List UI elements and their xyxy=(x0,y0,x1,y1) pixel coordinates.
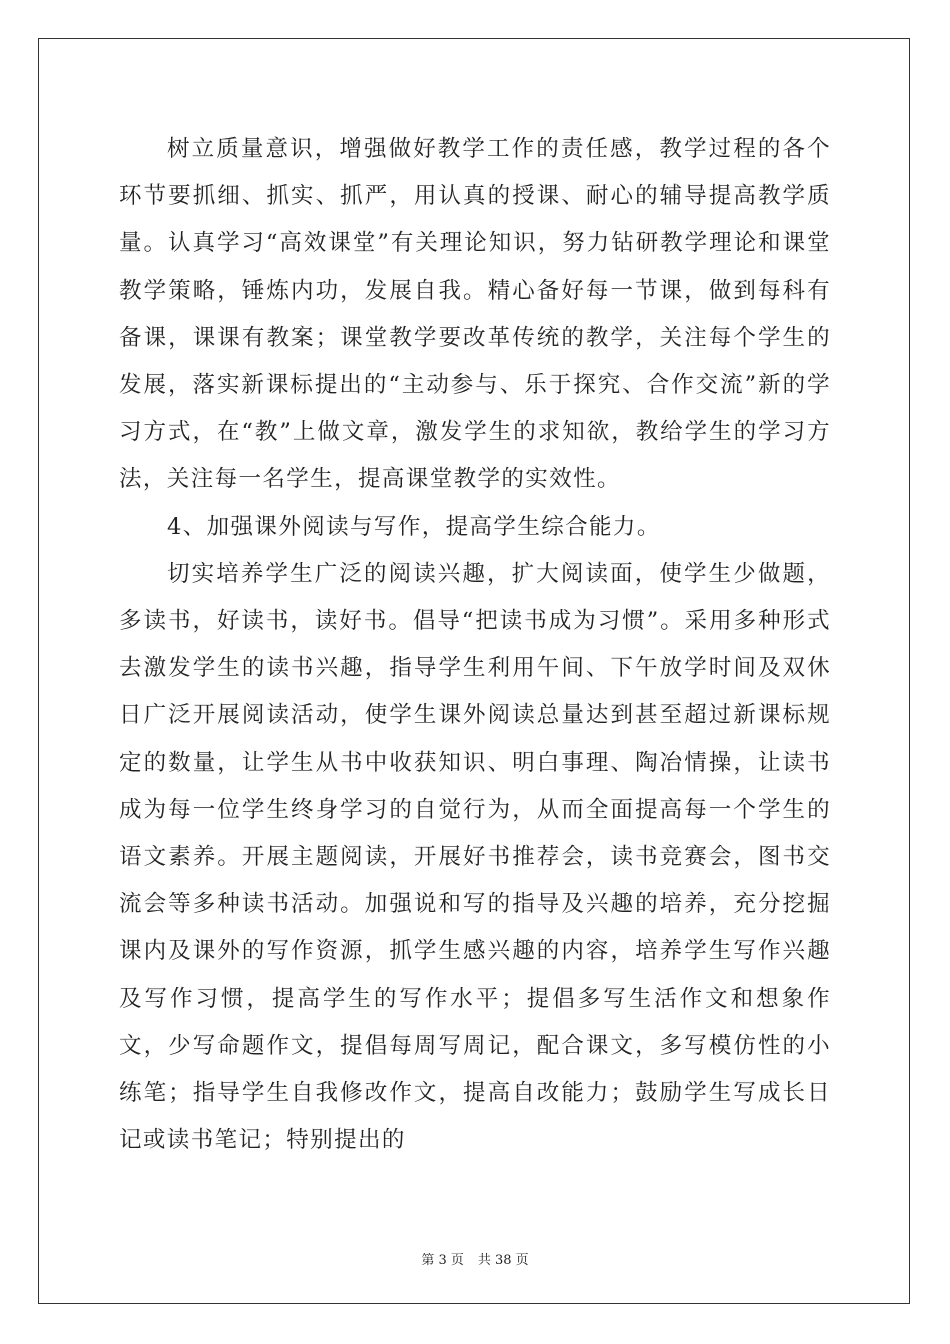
paragraph-quality: 树立质量意识，增强做好教学工作的责任感，教学过程的各个环节要抓细、抓实、抓严，用认真的授课、耐心的辅导提高教学质量。认真学习“高效课堂”有关理论知识，努力钻研教学理论和课堂教学策略，锤炼内功，发展自我。精心备好每一节课，做到每科有备课，课课有教案；课堂教学要改革传统的教学，关注每个学生的发展，落实新课标提出的“主动参与、乐于探究、合作交流”新的学习方式，在“教”上做文章，激发学生的求知欲，教给学生的学习方法，关注每一名学生，提高课堂教学的实效性。 xyxy=(119,136,831,493)
page-total: 共 38 页 xyxy=(477,1253,529,1268)
page-number: 第 3 页 xyxy=(421,1253,464,1268)
page-footer xyxy=(0,1249,950,1268)
document-body xyxy=(119,126,831,1164)
paragraph-reading: 切实培养学生广泛的阅读兴趣，扩大阅读面，使学生少做题，多读书，好读书，读好书。倡导“把读书成为习惯”。采用多种形式去激发学生的读书兴趣，指导学生利用午间、下午放学时间及双休日广泛开展阅读活动，使学生课外阅读总量达到甚至超过新课标规定的数量，让学生从书中收获知识、明白事理、陶冶情操，让读书成为每一位学生终身学习的自觉行为，从而全面提高每一个学生的语文素养。开展主题阅读，开展好书推荐会，读书竞赛会，图书交流会等多种读书活动。加强说和写的指导及兴趣的培养，充分挖掘课内及课外的写作资源，抓学生感兴趣的内容，培养学生写作兴趣及写作习惯，提高学生的写作水平；提倡多写生活作文和想象作文，少写命题作文，提倡每周写周记，配合课文，多写模仿性的小练笔；指导学生自我修改作文，提高自改能力；鼓励学生写成长日记或读书笔记；特别提出的 xyxy=(119,560,831,1154)
paragraph-heading-4: 4、加强课外阅读与写作，提高学生综合能力。 xyxy=(167,513,661,540)
